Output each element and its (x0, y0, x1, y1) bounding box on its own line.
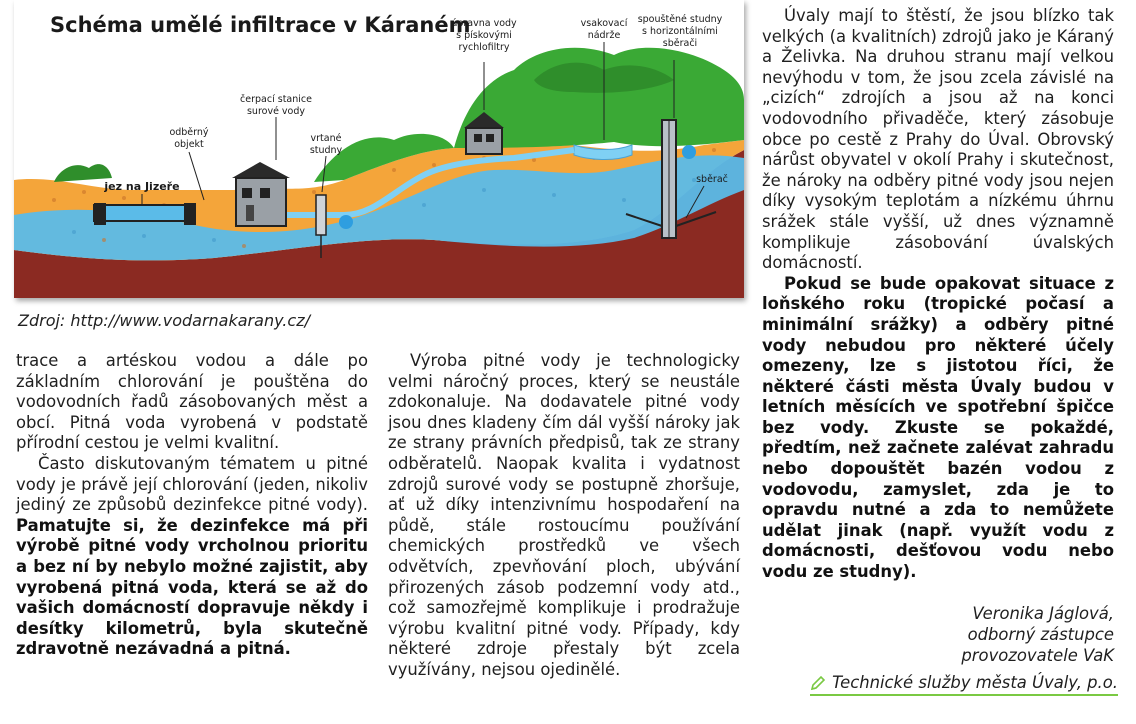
label-plant-1: úpravna vody (451, 18, 517, 29)
paragraph (16, 454, 368, 660)
article-column-3 (762, 6, 1114, 583)
diagram-title: Schéma umělé infiltrace v Káraném (50, 13, 471, 37)
bold-text: Pamatujte si, že dezinfekce má při výrobě pitné vody vrcholnou prioritu a bez ní by nebylo možné zajistit, aby vyrobená pitná voda, která se až do vašich domácností dopravuje někdy i desítky kilometrů, byla skutečně zdravotně nezávadná a pitná. (16, 515, 368, 659)
label-intake-1: odběrný (169, 127, 209, 138)
signature (774, 604, 1114, 666)
article-column-2 (388, 351, 740, 681)
diagram-svg (14, 0, 744, 298)
label-shaft-1: spouštěné studny (637, 14, 723, 25)
paragraph: Výroba pitné vody je technologicky velmi náročný proces, který se neustále zdokonaluje. Na dodavatele pitné vody jsou dnes kladeny čím dál vyšší nároky jak ze strany právních předpisů, tak ze strany odběratelů. Naopak kvalita i vydatnost zdrojů surové vody se postupně zhoršuje, ať už díky intenzivnímu hospodaření na půdě, stále rostoucímu používání chemických prostředků ve všech odvětvích, zpevňování ploch, ubývání přirozených zásob podzemní vody atd., což samozřejmě komplikuje i prodražuje výrobu kvalitní pitné vody. Případy, kdy některé zdroje přestaly být zcela využívány, nejsou ojedinělé. (388, 351, 740, 679)
figure-caption: Zdroj: http://www.vodarnakarany.cz/ (18, 311, 310, 330)
label-intake-2: objekt (174, 139, 204, 150)
author-role: odborný zástupce (967, 624, 1114, 644)
forest-left (54, 164, 112, 182)
label-well-1: vrtané (310, 133, 342, 144)
paragraph (762, 274, 1114, 583)
label-shaft-2: s horizontálními (642, 26, 718, 37)
article-column-1 (16, 351, 368, 660)
river-jizera (94, 205, 194, 221)
label-collector: sběrač (696, 174, 728, 185)
label-weir: jez na Jizeře (104, 180, 180, 193)
label-pump-2: surové vody (246, 106, 306, 117)
author-name: Veronika Jáglová, (972, 604, 1114, 623)
infiltration-basin (574, 145, 632, 160)
label-plant-2: s pískovými (456, 30, 512, 41)
pumping-station (232, 162, 290, 226)
bold-text: Pokud se bude opakovat situace z loňského roku (tropické počasí a minimální srážky) a odběry pitné vody nebudou pro některé účely omezeny, lze s jistotou říci, že některé části města Úvaly budou v letních měsících ve spotřební špičce bez vody. Zkuste se pokaždé, předtím, než začnete zalévat zahradu nebo dopouštět bazén vodou z vodovodu, zamyslet, zda je to opravdu nutné a zda to nemůžete udělat jinak (např. využít vodu z domácnosti, dešťovou vodu nebo vodu ze studny). (762, 273, 1114, 582)
label-shaft-3: sběrači (662, 38, 698, 49)
label-plant-3: rychlofiltry (458, 42, 510, 53)
label-well-2: studny (309, 145, 343, 156)
label-basin-2: nádrže (587, 30, 621, 41)
author-organization (810, 673, 1118, 696)
label-pump-1: čerpací stanice (240, 94, 312, 105)
infiltration-diagram (14, 0, 744, 298)
paragraph: trace a artéskou vodou a dále po základním chlorování je pouštěna do vodovodních řadů zásobovaných měst a obcí. Pitná voda vyrobená v podstatě přírodní cestou je velmi kvalitní. (16, 351, 368, 453)
pencil-icon (810, 675, 826, 691)
organization-name: Technické služby města Úvaly, p.o. (832, 673, 1118, 692)
paragraph: Úvaly mají to štěstí, že jsou blízko tak velkých (a kvalitních) zdrojů jako je Káraný a Želivka. Na druhou stranu mají velkou nevýhodu v tom, že jsou zcela závislé na „cizích“ zdrojích a jsou až na konci vodovodního přivaděče, který zásobuje obce po cestě z Prahy do Úval. Obrovský nárůst obyvatel v okolí Prahy i skutečnost, že nároky na odběry pitné vody jsou nejen díky vysokým teplotám a nízkému úhrnu srážek stále vyšší, už dnes významně komplikuje zásobování úvalských domácností. (762, 6, 1114, 273)
author-role: provozovatele VaK (961, 645, 1114, 665)
label-basin-1: vsakovací (580, 18, 628, 29)
paragraph-text: Často diskutovaným tématem u pitné vody je právě její chlorování (jeden, nikoliv jediný ze způsobů dezinfekce pitné vody). (16, 453, 368, 515)
